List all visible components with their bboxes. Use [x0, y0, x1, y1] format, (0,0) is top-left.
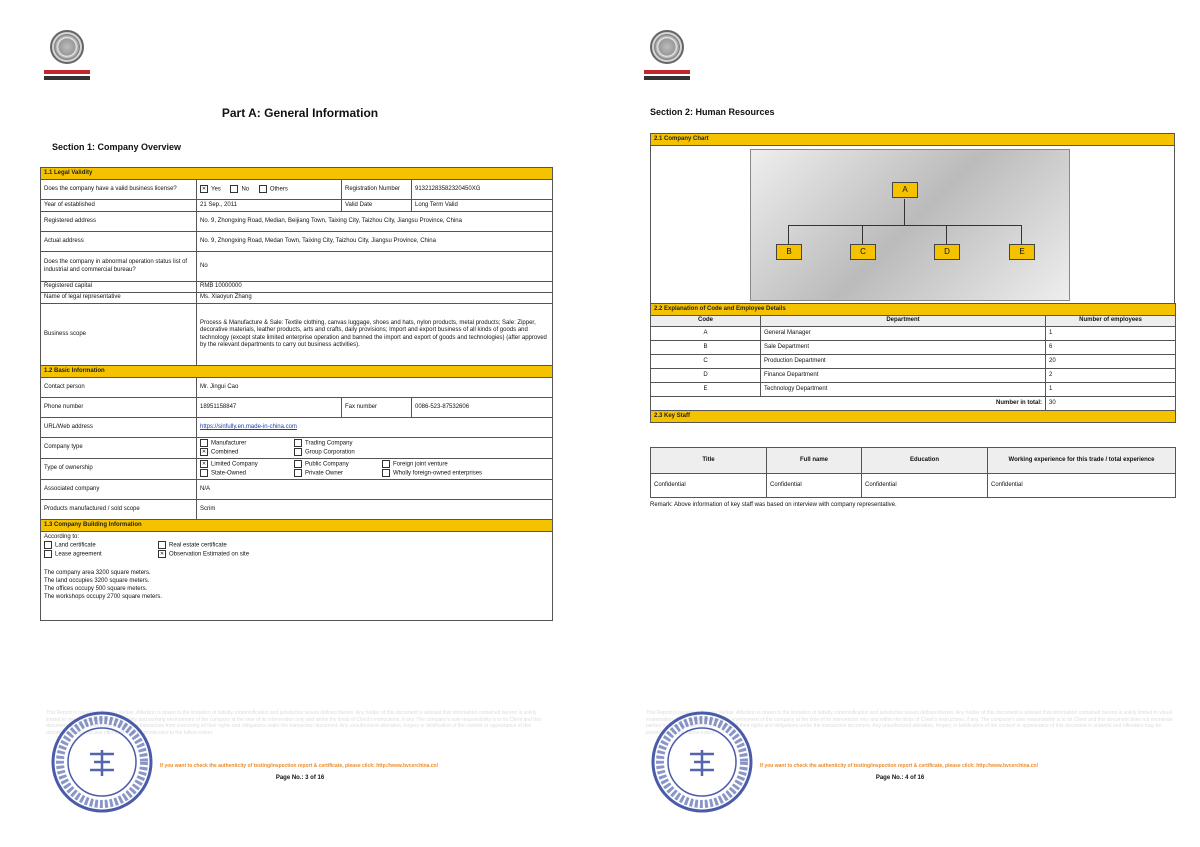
option-label: Manufacturer: [211, 440, 247, 447]
department-cell: Production Department: [761, 355, 1046, 369]
option-label: Wholly foreign-owned enterprises: [393, 470, 483, 477]
certification-stamp-icon: [650, 710, 754, 814]
report-page-4: [600, 0, 1200, 847]
connector-line: [788, 225, 789, 244]
staff-cell: Confidential: [988, 474, 1176, 498]
column-header: Code: [651, 316, 761, 327]
section-header: 2.3 Key Staff: [651, 411, 1176, 423]
section-title: Section 1: Company Overview: [52, 142, 182, 152]
employees-cell: 6: [1046, 341, 1176, 355]
field-label: Phone number: [41, 398, 197, 418]
option-label: Others: [269, 186, 288, 193]
checkbox-icon: [158, 541, 166, 549]
building-info: [41, 532, 553, 621]
checkbox-icon: [294, 448, 302, 456]
field-label: Name of legal representative: [41, 293, 197, 304]
employee-details-table: [650, 303, 1176, 423]
option-label: Group Corporation: [305, 449, 355, 456]
total-value: 30: [1046, 397, 1176, 411]
field-label: Business scope: [41, 304, 197, 366]
field-label: Does the company have a valid business license?: [41, 180, 197, 200]
field-label: Type of ownership: [41, 459, 197, 480]
table-row: [651, 327, 1176, 341]
company-type-options: [197, 438, 553, 459]
code-cell: C: [651, 355, 761, 369]
website-link[interactable]: https://sinfully.en.made-in-china.com: [200, 423, 297, 430]
field-label: Year of established: [41, 200, 197, 212]
field-value: Scrim: [197, 500, 553, 520]
field-label: Contact person: [41, 378, 197, 398]
column-header: Number of employees: [1046, 316, 1176, 327]
code-cell: D: [651, 369, 761, 383]
employees-cell: 2: [1046, 369, 1176, 383]
ownership-options: [197, 459, 553, 480]
field-label: Fax number: [342, 398, 412, 418]
section-header: 1.1 Legal Validity: [41, 168, 553, 180]
section-header: 2.2 Explanation of Code and Employee Details: [651, 304, 1176, 316]
department-cell: Sale Department: [761, 341, 1046, 355]
option-label: Yes: [211, 186, 221, 193]
checkbox-icon: [382, 460, 390, 468]
checkbox-icon: [200, 439, 208, 447]
option-label: Lease agreement: [55, 551, 102, 558]
checkbox-icon: [294, 469, 302, 477]
page-number: Page No.: 4 of 16: [875, 775, 925, 781]
checkbox-checked-icon: ✕: [201, 449, 207, 456]
code-cell: B: [651, 341, 761, 355]
certification-stamp-icon: [50, 710, 154, 814]
section-header: 1.3 Company Building Information: [41, 520, 553, 532]
code-cell: A: [651, 327, 761, 341]
org-node: E: [1009, 244, 1035, 260]
checkbox-checked-icon: ✕: [201, 185, 207, 192]
org-node: A: [892, 182, 918, 198]
option-label: Foreign joint venture: [393, 461, 448, 468]
legal-validity-table: [40, 167, 553, 621]
checkbox-icon: [44, 550, 52, 558]
code-cell: E: [651, 383, 761, 397]
field-value: Mr. Jingui Cao: [197, 378, 553, 398]
option-label: No: [241, 186, 250, 193]
checkbox-checked-icon: ✕: [159, 551, 165, 558]
staff-cell: Confidential: [862, 474, 988, 498]
connector-line: [862, 225, 863, 244]
checkbox-icon: [200, 469, 208, 477]
disclaimer-text: This Report is issued by Bureau Veritas. Attention is drawn to the limitation of liability, indemnification and jurisdiction issues defined therein. Any holder of this document is advised that information contained hereon is solely limited to visual examination of the safety and working environment of the company at the time of its intervention only and within the limits of Client's instructions, if any. The company's sole responsibility is to its Client and this document does not exonerate parties to a transaction from exercising all their rights and obligations under the transaction document. Any unauthorized alteration, forgery or falsification of the content or appearance of this document is unlawful and offenders may be prosecuted to the fullest extent.: [646, 710, 1173, 736]
page-number: Page No.: 3 of 16: [275, 775, 325, 781]
org-chart: [750, 149, 1070, 301]
section-header: 2.1 Company Chart: [651, 134, 1175, 146]
column-header: Working experience for this trade / total experience: [988, 448, 1176, 474]
connector-line: [904, 199, 905, 225]
section-title: Section 2: Human Resources: [650, 107, 775, 117]
checkbox-icon: [294, 439, 302, 447]
field-value: Process & Manufacture & Sale: Textile clothing, canvas luggage, shoes and hats, nylon products, metal products; Sale: Zipper, decorative materials, leather products, arts and crafts, daily provisions; Import and export business of all kinds of goods and technology (except state limited enterprise operation and banned the import and export of goods and technologies) (after approved by the relevant departments to carry out business activities).: [197, 304, 553, 366]
area-line: The land occupies 3200 square meters.: [44, 577, 150, 584]
connector-line: [1021, 225, 1022, 244]
field-value: No: [197, 252, 553, 282]
staff-cell: Confidential: [767, 474, 862, 498]
table-row: [651, 383, 1176, 397]
option-label: Real estate certificate: [169, 542, 227, 549]
column-header: Education: [862, 448, 988, 474]
option-label: Combined: [211, 449, 239, 456]
org-node: B: [776, 244, 802, 260]
disclaimer-text: This Report is issued by Bureau Veritas. Attention is drawn to the limitation of liability, indemnification and jurisdiction issues defined therein. Any holder of this document is advised that information contained hereon is solely limited to visual examination of the safety and working environment of the company at the time of its intervention only and within the limits of Client's instructions, if any. The company's sole responsibility is to its Client and this document does not exonerate parties to a transaction from exercising all their rights and obligations under the transaction document. Any unauthorized alteration, forgery or falsification of the content or appearance of this document is unlawful and offenders may be prosecuted to the fullest extent.: [46, 710, 542, 736]
connector-line: [788, 225, 1021, 226]
bureau-veritas-logo: [44, 30, 90, 82]
option-label: State-Owned: [211, 470, 247, 477]
table-row: [651, 369, 1176, 383]
field-label: Company type: [41, 438, 197, 459]
column-header: Full name: [767, 448, 862, 474]
field-value: 21 Sep., 2011: [197, 200, 342, 212]
checkbox-icon: [230, 185, 238, 193]
org-node: C: [850, 244, 876, 260]
department-cell: Technology Department: [761, 383, 1046, 397]
option-label: Limited Company: [211, 461, 258, 468]
bureau-veritas-logo: [644, 30, 690, 82]
department-cell: General Manager: [761, 327, 1046, 341]
field-label: Registered capital: [41, 282, 197, 293]
field-label: Does the company in abnormal operation status list of industrial and commercial bureau?: [41, 252, 197, 282]
field-label: Actual address: [41, 232, 197, 252]
checkbox-checked-icon: ✕: [201, 461, 207, 468]
field-value: 91321283582320450XG: [412, 180, 553, 200]
field-label: Registered address: [41, 212, 197, 232]
staff-cell: Confidential: [651, 474, 767, 498]
field-label: Associated company: [41, 480, 197, 500]
employees-cell: 1: [1046, 383, 1176, 397]
field-value: No. 9, Zhongxing Road, Medan Town, Taixing City, Taizhou City, Jiangsu Province, China: [197, 232, 553, 252]
checkbox-icon: [259, 185, 267, 193]
field-value: No. 9, Zhongxing Road, Median, Beijiang Town, Taixing City, Taizhou City, Jiangsu Province, China: [197, 212, 553, 232]
option-label: Trading Company: [305, 440, 353, 447]
remark-text: Remark: Above information of key staff was based on interview with company representative.: [650, 502, 897, 508]
table-row: [651, 341, 1176, 355]
option-label: Public Company: [305, 461, 349, 468]
field-value: Ms. Xiaoyun Zhang: [197, 293, 553, 304]
area-line: The workshops occupy 2700 square meters.: [44, 594, 163, 601]
option-label: Observation Estimated on site: [169, 551, 250, 558]
column-header: Department: [761, 316, 1046, 327]
field-value: RMB 10000000: [197, 282, 553, 293]
org-node: D: [934, 244, 960, 260]
section-header: 1.2 Basic Information: [41, 366, 553, 378]
option-label: Land certificate: [55, 542, 96, 549]
field-value: Long Term Valid: [412, 200, 553, 212]
column-header: Title: [651, 448, 767, 474]
key-staff-table: [650, 447, 1176, 498]
department-cell: Finance Department: [761, 369, 1046, 383]
page-title: Part A: General Information: [221, 106, 379, 120]
employees-cell: 20: [1046, 355, 1176, 369]
field-label: Products manufactured / sold scope: [41, 500, 197, 520]
checkbox-icon: [294, 460, 302, 468]
field-label: Registration Number: [342, 180, 412, 200]
table-row: [651, 355, 1176, 369]
area-line: The offices occupy 500 square meters.: [44, 585, 148, 592]
option-label: Private Owner: [305, 470, 344, 477]
according-label: According to:: [44, 534, 80, 541]
area-line: The company area 3200 square meters.: [44, 569, 151, 576]
verify-link[interactable]: If you want to check the authenticity of testing/inspection report & certificate, please click: http://www.bvcerchina.cn/: [160, 763, 438, 769]
table-row: [651, 474, 1176, 498]
checkbox-icon: [44, 541, 52, 549]
verify-link[interactable]: If you want to check the authenticity of testing/inspection report & certificate, please click: http://www.bvcerchina.cn/: [760, 763, 1038, 769]
field-value: 18951158847: [197, 398, 342, 418]
field-label: URL/Web address: [41, 418, 197, 438]
employees-cell: 1: [1046, 327, 1176, 341]
checkbox-icon: [382, 469, 390, 477]
field-value: 0086-523-87532606: [412, 398, 553, 418]
total-row: [651, 397, 1176, 411]
total-label: Number in total:: [651, 397, 1046, 411]
connector-line: [946, 225, 947, 244]
license-options: [197, 180, 342, 200]
field-label: Valid Date: [342, 200, 412, 212]
field-value: N/A: [197, 480, 553, 500]
